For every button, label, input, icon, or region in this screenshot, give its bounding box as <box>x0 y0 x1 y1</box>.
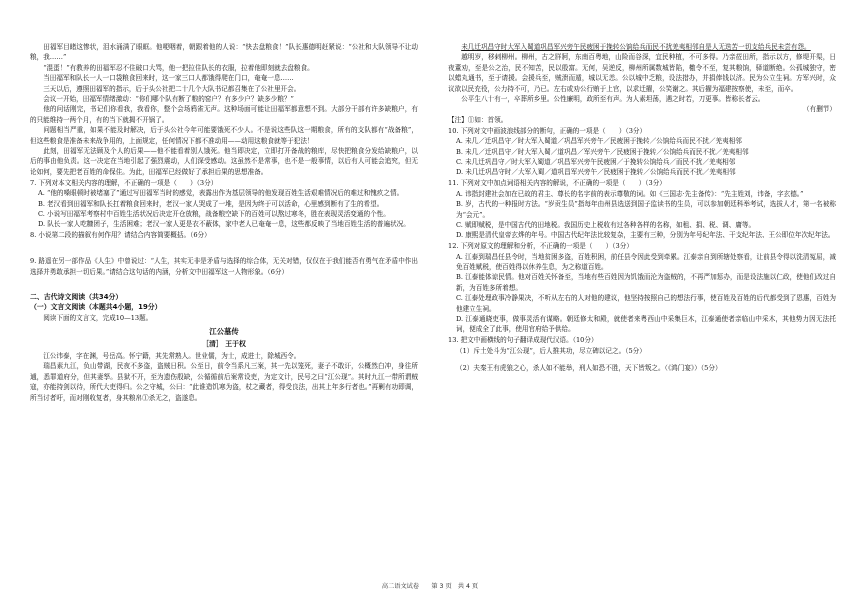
story-paragraph: 问题相当严重，如果不能及时解决，后于头公社今年可能要饿死不少人。不是说这些队这一期粮食，所有的支队都有“战备粮”，但这些粮食是准备未来战争用的，上面规定，任何情况下都不准动用——动用这粮食就等于犯法！ <box>30 126 418 145</box>
passage-author: ［清］ 王于权 <box>202 339 246 348</box>
source-note: （有删节） <box>803 105 836 114</box>
question-10-option-c: C. 未几迁巩昌守／时大军入蜀道／巩昌军兴旁午民疲困／于挽转公饷给兵／而民不扰／羌夷相邻 <box>456 157 736 166</box>
question-7-option-a: A. “他的嗓眼顿时被堵塞了”通过写田福军当时的感觉，表露出作为基层领导的他发现百姓生活艰难情况后的难过和愧疚之情。 <box>38 189 404 198</box>
answer-space <box>448 356 836 363</box>
subsection-heading: （一）文言文阅读（本题共4小题，19分） <box>30 303 162 312</box>
question-10-option-b: B. 未几／迁巩昌守／时大军入蜀／道巩昌／军兴旁午／民疲困于挽转／公饷给兵而民不扰／羌夷相邻 <box>456 147 749 156</box>
passage-paragraph: 江公讳泰，字在渊，号岳高。怀宁籍，其先常熟人。世业儒，为士，成进士，除城西令。 <box>43 352 301 361</box>
story-paragraph: 当田福军和队长一人一口袋粮食回来时，这一家三口人都饿得爬在门口，奄奄一息…… <box>43 74 294 83</box>
right-column <box>448 42 836 374</box>
question-11-option-c: C. 赋即赋税，是中国古代的田地税。我国历史上税收有过各种各样的名称，如租、捐、税、调、庸等。 <box>456 220 756 229</box>
story-paragraph: 三天以后，遵照田福军的指示，后于头公社把二十几个大队书记都召集在了公社里开会。 <box>43 84 301 93</box>
question-7-option-b: B. 老汉看到田福军和队长扛着粮食回来时，老汉一家人哭成了一堆，是因为终于可以活命，心里感到断有了生的希望。 <box>38 199 384 208</box>
question-9: 9. 路遥在另一部作品《人生》中曾说过：“人生，其实无非是矛盾与选择的综合体，无关对错，仅仅在于我们能否有勇气在矛盾中作出选择并勇敢承担一切后果。”请结合这句话的内涵，分析文中田福军这一人物形象。（6分） <box>30 257 418 276</box>
question-12-option-b: B. 江泰能体谅民情。他对百姓关怀备至，当地有些百姓因为饥饿而沦为盗贼的，不再严加惩办，而是设法施以仁政，使他们改过自新，为百姓多所着想。 <box>456 273 836 292</box>
passage-title: 江公墓传 <box>209 327 239 337</box>
question-7: 7. 下列对本文相关内容的理解，不正确的一项是（ ）（3分） <box>30 178 218 187</box>
question-10: 10. 下列对文中画波浪线部分的断句，正确的一项是（ ）（3分） <box>448 126 647 135</box>
left-column <box>30 42 418 403</box>
reading-instruction: 阅读下面的文言文，完成10—13题。 <box>43 313 153 322</box>
passage-paragraph: 瑞昌素九江，负山带湖，民夜不多盗，盗贼日积。公至日，前令当系凡三案，其一先以笼死，妻子不敢讦，公概然白冲，身往所逋，悉罪道府分，但其妻孥。县狱不开，至为遗伤殷缺，公循循前后案常设吏，为定文计，民号之曰“江公现”。其时九江一带所谓贼寇，亦能持剑以待，所代大吏得归。公之守城，公曰：“此谁造饥寒为盗，杖之藏者，得受良法，出其上年多行者也。”再剿有功即调，所当讨者吁，而对刚收复者，身其粮帛①杀无之，盗遂息。 <box>30 362 418 402</box>
answer-space <box>30 277 418 292</box>
question-11-option-d: D. 康熙是清代皇帝玄烨的年号。中国古代纪年法比较复杂，主要有三种，分别为年号纪年法、干支纪年法、王公即位年次纪年法。 <box>456 231 835 240</box>
story-paragraph: 他的问话刚完，书记们你看我，我看你，整个会场鸦雀无声。这种场面可能让田福军都意想不到。大部分干部有许多缺粮户，有的只能维持一两个月，有的当下就揭不开锅了。 <box>30 105 418 124</box>
story-paragraph: 此刻，田福军无法顾及个人的后果——他不能看着别人饿死。他当即决定，立即打开备战的粮库，尽快把粮食分发给缺粮户，以后的事由他负责。这一决定在当地引起了强烈震动，人们深受感动。这虽然不是常事，也不是一般事情，以后有人可能会追究，但无论如何，要先把老百姓的命保住。为此，田福军已经做好了承担后果的思想准备。 <box>30 147 418 176</box>
question-13: 13. 把文中画横线的句子翻译成现代汉语。（10分） <box>448 336 598 345</box>
question-8: 8. 小说第二段的描叙有何作用？请结合内容简要概括。（6分） <box>30 231 211 240</box>
question-11: 11. 下列对文中加点词语相关内容的解说，不正确的一项是（ ）（3分） <box>448 179 666 188</box>
question-12: 12. 下列对原文的理解和分析，不正确的一项是（ ）（3分） <box>448 242 633 251</box>
question-11-option-a: A. 讳指封建社会加在已故的君主、尊长的名字前的表示尊敬的词。如《三国志·先主备传》：“先主姓刘，讳备，字玄德。” <box>456 189 804 198</box>
page-footer: 高二语文试卷 第 3 页 共 4 页 <box>381 583 479 590</box>
answer-space <box>30 241 418 256</box>
passage-paragraph: 公平生八十有一，卒葬所乡里。公性廉明，政所至有声。为人素坦荡，遇之时若，刀更事。皆称长者云。 <box>461 95 765 104</box>
question-10-option-a: A. 未几／迁巩昌守／时大军入蜀道／巩昌军兴旁午／民疲困于挽转／公饷给兵而民不扰／羌夷相邻 <box>456 137 742 146</box>
passage-paragraph-wavy: 未几迁巩昌守时大军入蜀道巩昌军兴旁午民疲困于挽转公饷给兵而民不扰羌夷相邻自是人无迭苦一切支给兵民未尝有怨。 <box>461 43 811 51</box>
question-10-option-d: D. 未几迁巩昌守时／大军入蜀／道巩昌军兴旁午／民疲困于挽转／公饷给兵而民不扰／羌夷相邻 <box>456 168 736 177</box>
question-12-option-d: D. 江泰通晓吏事，做事灵活有谋略。朝廷修太和殿，就使者来粤西山中采集巨木，江泰通使者亲临山中采木，其他势力因无法托词，便成全了此事，使用官府给予供给。 <box>456 315 836 334</box>
passage-paragraph: 越明岁，移刺柳州。柳州，古之牂牁，东南百粤地，山险而谷深，宜民种植，不可多得。乃亲莅田所，指示以方，修堤开渠，日夜董劝，至是公之治，民不知苦，民以殷富。无何，吴逆反，柳州所属数城皆陷，檄令不至，复其粮饷，驿道断绝。公孤城独守，密以蜡丸通书，至于请援。会援兵至，贼溃而遁，城以无恙。公以城中乏粮，设法措办，并捐俸钱以济。民为公立生祠。方军兴时，众议欲以民充役，公力持不可，乃已。左右或劝公行贿于上官，以求迁擢，公笑谢之。其后擢为福建按察使，未至，而卒。 <box>448 53 836 93</box>
question-11-option-b: B. 岁，古代的一种报时方法。“岁贡生员”指每年由州县选送到国子监读书的生员，可以参加朝廷科举考试，选拔人才，第一名被称为“会元”。 <box>456 200 836 219</box>
story-paragraph: 田福军目睹这惨状，泪水涌满了眼眶。他哽咽着，朝跟着他的人说：“快去盘粮食！”队长惠德明赶紧说：“公社和大队领导不让动粮，我……” <box>30 43 418 62</box>
question-12-option-c: C. 江泰处理政事冷静果决，不听从左右的人对他的建议，他坚持按照自己的想法行事，使百姓及百姓的后代都受到了恩惠，百姓为他建立生祠。 <box>456 294 836 313</box>
question-13-part-1: （1）斥土处斗为“江公现”，后人推其功，尽立碑以记之。（5分） <box>456 346 646 355</box>
story-paragraph: “混蛋！”有教养的田福军忍不住破口大骂，他一把拉住队长的衣服，拉着他即刻就去盘粮食。 <box>43 63 314 72</box>
question-7-option-c: C. 小说写田福军考察村中百姓生活状况后决定开仓放粮，战备粮空缺下的百姓可以熬过寒冬，胜在表现灵活变通的个性。 <box>38 210 390 218</box>
story-paragraph: 会议一开始，田福军情绪激动：“你们哪个队有断了粮的窑户？有多少户？缺多少粮？” <box>43 95 294 104</box>
annotation-note: 【注】①如：首领。 <box>448 115 508 124</box>
question-13-part-2: （2）夫秦王有虎狼之心，杀人如不能举，刑人如恐不胜，天下皆叛之。（《鸿门宴》）（5分） <box>456 364 722 373</box>
question-7-option-d: D. 队长一家人吃糠团子，生活困难；老汉一家人更是衣不蔽体，家中老人已奄奄一息，这些都反映了当地百姓生活的普遍状况。 <box>38 220 410 229</box>
question-12-option-a: A. 江泰到瑞昌任县令时，当地贫困多盗，百姓积困，前任县令因此受到牵累。江泰亲自到所辖处察看，让前县令得以洗清冤屈，减免百姓赋税，使百姓得以休养生息，为之称道百姓。 <box>456 252 836 272</box>
section-heading: 二、古代诗文阅读（共34分） <box>30 293 123 302</box>
